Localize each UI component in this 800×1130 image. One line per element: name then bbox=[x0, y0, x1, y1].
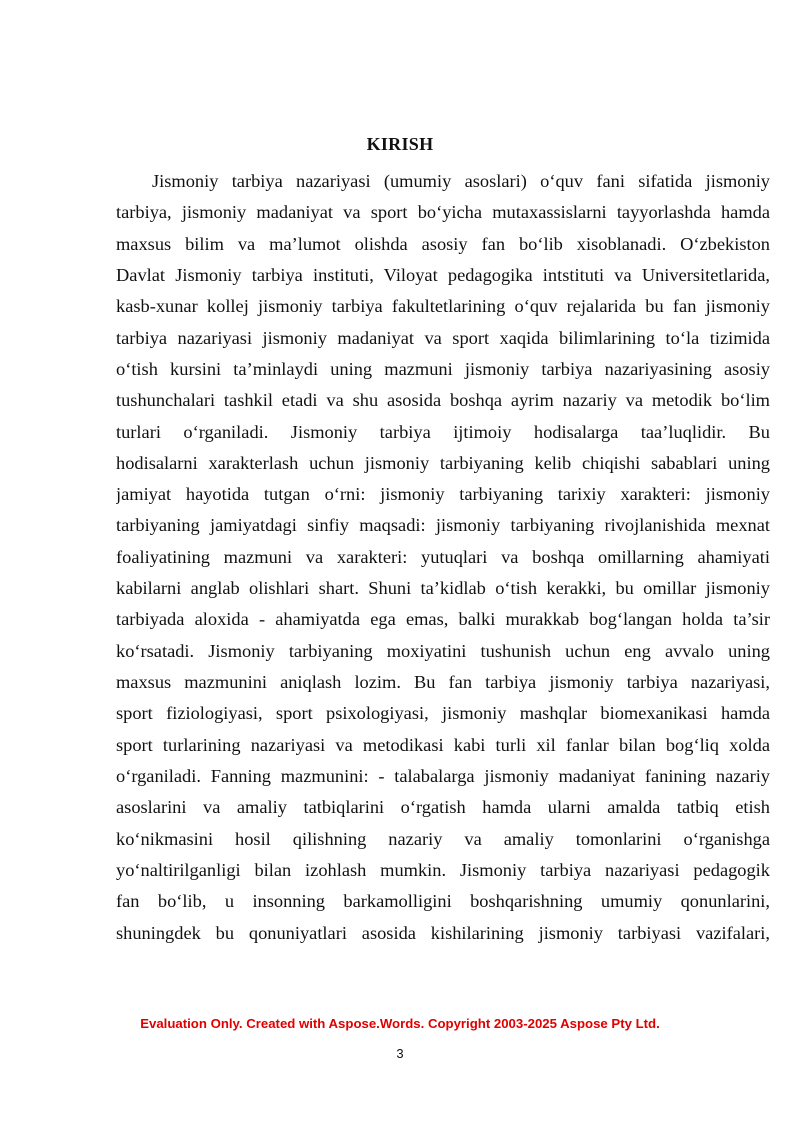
paragraph-line: tarbiyada aloxida - ahamiyatda ega emas, balki murakkab bog‘langan holda ta’sir bbox=[116, 609, 770, 630]
paragraph-line: maxsus bilim va ma’lumot olishda asosiy fan bo‘lib xisoblanadi. O‘zbekiston bbox=[116, 233, 770, 254]
paragraph-line: tarbiyaning jamiyatdagi sinfiy maqsadi: jismoniy tarbiyaning rivojlanishida mexnat bbox=[116, 515, 770, 536]
paragraph-line: asoslarini va amaliy tatbiqlarini o‘rgatish hamda ularni amalda tatbiq etish bbox=[116, 797, 770, 818]
section-title: KIRISH bbox=[366, 134, 434, 154]
paragraph-line: Davlat Jismoniy tarbiya instituti, Viloyat pedagogika intstituti va Universitetlarida, bbox=[116, 264, 770, 285]
paragraph-line: sport turlarining nazariyasi va metodikasi kabi turli xil fanlar bilan bog‘liq xolda bbox=[116, 734, 770, 755]
paragraph-line: shuningdek bu qonuniyatlari asosida kishilarining jismoniy tarbiyasi vazifalari, bbox=[116, 922, 770, 943]
paragraph-line: yo‘naltirilganligi bilan izohlash mumkin. Jismoniy tarbiya nazariyasi pedagogik bbox=[116, 859, 770, 880]
paragraph-line: hodisalarni xarakterlash uchun jismoniy tarbiyaning kelib chiqishi sabablari uning bbox=[116, 452, 770, 473]
paragraph-line: ko‘nikmasini hosil qilishning nazariy va amaliy tomonlarini o‘rganishga bbox=[116, 828, 770, 849]
paragraph-line: jamiyat hayotida tutgan o‘rni: jismoniy tarbiyaning tarixiy xarakteri: jismoniy bbox=[116, 484, 770, 505]
paragraph-line: turlari o‘rganiladi. Jismoniy tarbiya ijtimoiy hodisalarga taa’luqlidir. Bu bbox=[116, 421, 770, 442]
paragraph-line: sport fiziologiyasi, sport psixologiyasi, jismoniy mashqlar biomexanikasi hamda bbox=[116, 703, 770, 724]
paragraph-line: o‘rganiladi. Fanning mazmunini: - talabalarga jismoniy madaniyat fanining nazariy bbox=[116, 765, 770, 786]
paragraph-line: foaliyatining mazmuni va xarakteri: yutuqlari va boshqa omillarning ahamiyati bbox=[116, 546, 770, 567]
paragraph-line: Jismoniy tarbiya nazariyasi (umumiy asoslari) o‘quv fani sifatida jismoniy bbox=[152, 171, 770, 191]
paragraph-line: kabilarni anglab olishlari shart. Shuni ta’kidlab o‘tish kerakki, bu omillar jismoniy bbox=[116, 578, 770, 599]
paragraph-line: tarbiya nazariyasi jismoniy madaniyat va sport xaqida bilimlarining to‘la tizimida bbox=[116, 327, 770, 348]
paragraph-line: o‘tish kursini ta’minlaydi uning mazmuni jismoniy tarbiya nazariyasining asosiy bbox=[116, 358, 770, 379]
paragraph-line: kasb-xunar kollej jismoniy tarbiya fakultetlarining o‘quv rejalarida bu fan jismoniy bbox=[116, 296, 770, 317]
paragraph-line: tarbiya, jismoniy madaniyat va sport bo‘yicha mutaxassislarni tayyorlashda hamda bbox=[116, 202, 770, 223]
evaluation-watermark-text: Evaluation Only. Created with Aspose.Words. Copyright 2003-2025 Aspose Pty Ltd. bbox=[140, 1016, 660, 1031]
paragraph-line: tushunchalari tashkil etadi va shu asosida boshqa ayrim nazariy va metodik bo‘lim bbox=[116, 390, 770, 411]
body-paragraph bbox=[116, 166, 770, 949]
paragraph-line: maxsus mazmunini aniqlash lozim. Bu fan tarbiya jismoniy tarbiya nazariyasi, bbox=[116, 672, 770, 692]
paragraph-line: ko‘rsatadi. Jismoniy tarbiyaning moxiyatini tushunish uchun eng avvalo uning bbox=[116, 640, 770, 661]
page-number: 3 bbox=[396, 1046, 404, 1061]
paragraph-line: fan bo‘lib, u insonning barkamolligini boshqarishning umumiy qonunlarini, bbox=[116, 891, 770, 912]
